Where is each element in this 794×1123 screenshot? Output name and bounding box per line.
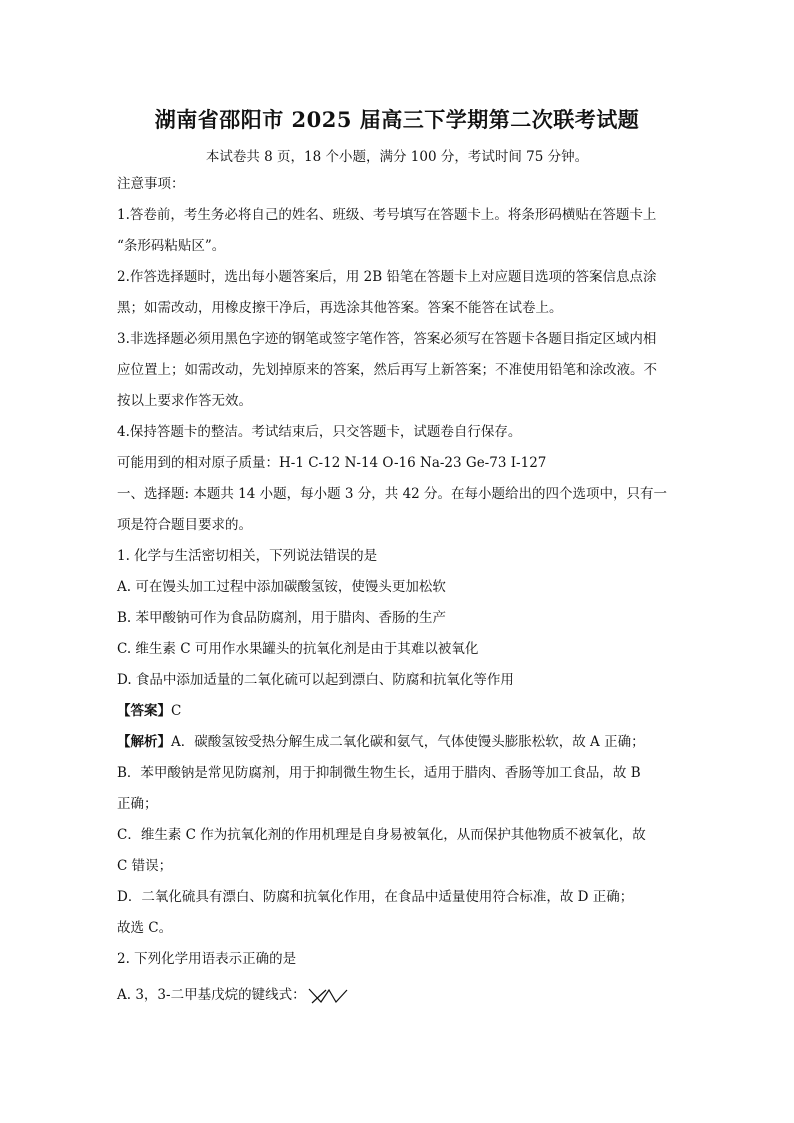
- analysis-line: 故选 C。: [117, 920, 173, 936]
- analysis-label: 【解析】: [117, 734, 171, 750]
- question-1-option-b: B. 苯甲酸钠可作为食品防腐剂，用于腊肉、香肠的生产: [117, 610, 447, 626]
- notice-line: 1.答卷前，考生务必将自己的姓名、班级、考号填写在答题卡上。将条形码横贴在答题卡上: [117, 207, 657, 223]
- question-1-option-a: A. 可在馒头加工过程中添加碳酸氢铵，使馒头更加松软: [117, 579, 446, 595]
- document-title: 湖南省邵阳市 2025 届高三下学期第二次联考试题: [154, 107, 640, 132]
- exam-info: 本试卷共 8 页，18 个小题，满分 100 分，考试时间 75 分钟。: [205, 149, 589, 165]
- question-2-option-a: [117, 975, 682, 1015]
- notice-heading: 注意事项：: [117, 176, 185, 192]
- notice-line: 3.非选择题必须用黑色字迹的钢笔或签字笔作答，答案必须写在答题卡各题目指定区域内相: [117, 331, 657, 347]
- analysis-line: C．维生素 C 作为抗氧化剂的作用机理是自身易被氧化，从而保护其他物质不被氧化，故: [117, 827, 646, 843]
- analysis-text: A．碳酸氢铵受热分解生成二氧化碳和氨气，气体使馒头膨胀松软，故 A 正确；: [171, 734, 645, 750]
- analysis-line: 正确；: [117, 796, 158, 812]
- question-1-stem: 1. 化学与生活密切相关，下列说法错误的是: [117, 548, 378, 564]
- analysis-line: D．二氧化硫具有漂白、防腐和抗氧化作用，在食品中适量使用符合标准，故 D 正确；: [117, 889, 634, 905]
- notice-line: 按以上要求作答无效。: [117, 393, 252, 409]
- notice-line: 应位置上；如需改动，先划掉原来的答案，然后再写上新答案；不准使用铅笔和涂改液。不: [117, 362, 657, 378]
- notice-line: 2.作答选择题时，选出每小题答案后，用 2B 铅笔在答题卡上对应题目选项的答案信息点涂: [117, 269, 657, 285]
- notice-line: “条形码粘贴区”。: [117, 238, 226, 254]
- answer-label: 【答案】: [117, 703, 171, 719]
- answer-value: C: [171, 703, 182, 719]
- notice-line: 4.保持答题卡的整洁。考试结束后，只交答题卡，试题卷自行保存。: [117, 424, 522, 440]
- analysis-line: B．苯甲酸钠是常见防腐剂，用于抑制微生物生长，适用于腊肉、香肠等加工食品，故 B: [117, 765, 641, 781]
- question-1-answer: [117, 696, 682, 727]
- section-intro-line: 一、选择题: 本题共 14 小题，每小题 3 分，共 42 分。在每小题给出的四个选项中，只有一: [117, 486, 668, 502]
- exam-body: [117, 169, 682, 1015]
- question-1-analysis: [117, 727, 682, 758]
- analysis-line: C 错误；: [117, 858, 173, 874]
- skeletal-formula-icon: [308, 987, 348, 1005]
- question-1-option-c: C. 维生素 C 可用作水果罐头的抗氧化剂是由于其难以被氧化: [117, 641, 479, 657]
- option-a-text: A. 3，3-二甲基戊烷的键线式：: [117, 987, 306, 1003]
- question-1-option-d: D. 食品中添加适量的二氧化硫可以起到漂白、防腐和抗氧化等作用: [117, 672, 514, 688]
- section-intro-line: 项是符合题目要求的。: [117, 517, 252, 533]
- atomic-masses: 可能用到的相对原子质量：H-1 C-12 N-14 O-16 Na-23 Ge-73 I-127: [117, 455, 547, 471]
- question-2-stem: 2. 下列化学用语表示正确的是: [117, 951, 297, 967]
- notice-line: 黑；如需改动，用橡皮擦干净后，再选涂其他答案。答案不能答在试卷上。: [117, 300, 563, 316]
